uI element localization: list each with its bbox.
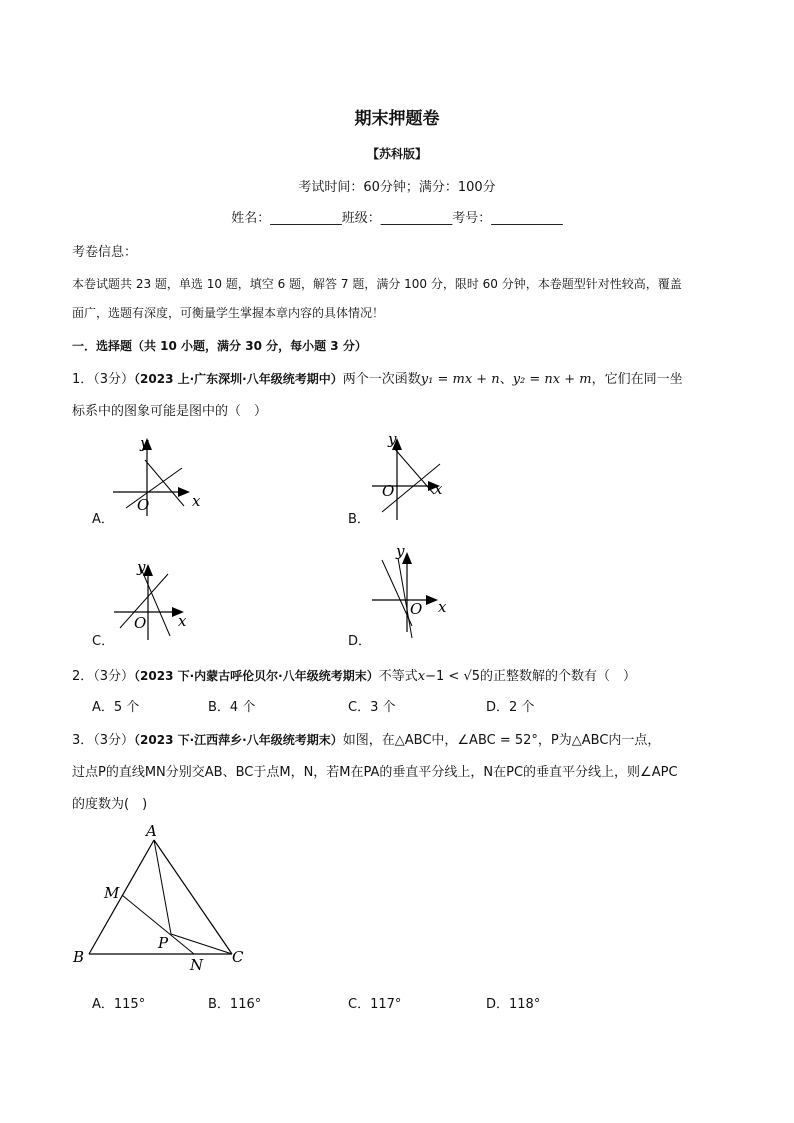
q1-option-a-graph — [108, 430, 208, 525]
q1-option-a-label[interactable]: A． — [92, 512, 114, 527]
inequality-root: √5 — [463, 669, 480, 684]
q1-option-b-label[interactable]: B． — [348, 512, 370, 527]
section-heading: 一．选择题（共 10 小题，满分 30 分，每小题 3 分） — [72, 339, 367, 353]
question-3-line-1 — [72, 729, 660, 748]
origin-label: O — [410, 600, 423, 618]
axis-y-label: y — [137, 558, 146, 576]
question-2-line-1 — [72, 665, 636, 684]
formula-y1: y₁ — [420, 372, 434, 387]
q1-option-c-graph — [108, 556, 208, 646]
q2-option-a[interactable]: A．5 个 — [92, 700, 140, 715]
formula-y2: y₂ — [512, 372, 526, 387]
origin-label: O — [134, 614, 147, 632]
origin-label: O — [382, 482, 395, 500]
question-text: 两个一次函数 — [342, 372, 421, 387]
point-m-label: M — [104, 884, 120, 902]
q1-option-d-label[interactable]: D． — [348, 634, 372, 649]
axis-x-label: x — [438, 598, 447, 616]
q3-option-a[interactable]: A．115° — [92, 997, 146, 1012]
q3-option-c[interactable]: C．117° — [348, 997, 402, 1012]
axis-x-label: x — [434, 480, 443, 498]
point-p-label: P — [158, 934, 169, 952]
exam-time-info: 考试时间：60分钟；满分：100分 — [298, 180, 496, 195]
question-text-tail: 的正整数解的个数有（ ） — [480, 669, 637, 684]
q1-option-d-graph — [368, 540, 458, 640]
vertex-c-label: C — [232, 948, 244, 966]
student-info-fields: 姓名：___________班级：___________考号：___________ — [231, 211, 563, 226]
question-text: 不等式 — [378, 669, 418, 684]
question-source: （2023 下·江西萍乡·八年级统考期末） — [134, 733, 343, 747]
vertex-a-label: A — [146, 822, 157, 840]
question-number: 3．（3分） — [72, 733, 135, 748]
point-n-label: N — [190, 956, 204, 974]
q2-option-d[interactable]: D．2 个 — [486, 700, 535, 715]
info-line-1: 本卷试题共 23 题，单选 10 题，填空 6 题，解答 7 题，满分 100 分，限时 60 分钟，本卷题型针对性较高，覆盖 — [72, 277, 682, 291]
question-1-line-1 — [72, 368, 683, 387]
question-source: （2023 下·内蒙古呼伦贝尔·八年级统考期末） — [134, 669, 379, 683]
question-1-line-2: 标系中的图象可能是图中的（ ） — [72, 404, 268, 419]
formula-eq2: = nx + m — [525, 372, 592, 387]
q3-triangle-figure — [68, 818, 258, 978]
question-text: 如图，在△ABC中，∠ABC = 52°，P为△ABC内一点， — [342, 733, 661, 748]
q2-option-b[interactable]: B．4 个 — [208, 700, 256, 715]
question-source: （2023 上·广东深圳·八年级统考期中） — [134, 372, 343, 386]
inequality-mid: −1 < — [425, 669, 464, 684]
formula-eq1: = mx + n — [433, 372, 500, 387]
axis-x-label: x — [192, 492, 201, 510]
info-line-2: 面广，选题有深度，可衡量学生掌握本章内容的具体情况！ — [72, 306, 385, 320]
question-text-tail: ，它们在同一坐 — [591, 372, 683, 387]
info-heading: 考卷信息： — [72, 245, 138, 260]
axis-y-label: y — [388, 430, 397, 448]
axis-y-label: y — [140, 434, 149, 452]
edition-label: 【苏科版】 — [366, 147, 427, 161]
question-number: 1．（3分） — [72, 372, 135, 387]
page-title: 期末押题卷 — [354, 109, 440, 129]
axis-x-label: x — [178, 612, 187, 630]
q1-option-c-label[interactable]: C． — [92, 634, 115, 649]
vertex-b-label: B — [73, 948, 85, 966]
question-number: 2．（3分） — [72, 669, 135, 684]
formula-separator: 、 — [499, 372, 513, 387]
axis-y-label: y — [396, 542, 405, 560]
q3-option-d[interactable]: D．118° — [486, 997, 541, 1012]
inequality-var: x — [417, 669, 426, 684]
q3-option-b[interactable]: B．116° — [208, 997, 262, 1012]
q2-option-c[interactable]: C．3 个 — [348, 700, 396, 715]
q1-option-b-graph — [368, 428, 468, 523]
question-3-line-3: 的度数为( ) — [72, 797, 148, 812]
origin-label: O — [137, 496, 150, 514]
question-3-line-2: 过点P的直线MN分别交AB、BC于点M，N，若M在PA的垂直平分线上，N在PC的垂直平分线上，则∠APC — [72, 765, 678, 780]
